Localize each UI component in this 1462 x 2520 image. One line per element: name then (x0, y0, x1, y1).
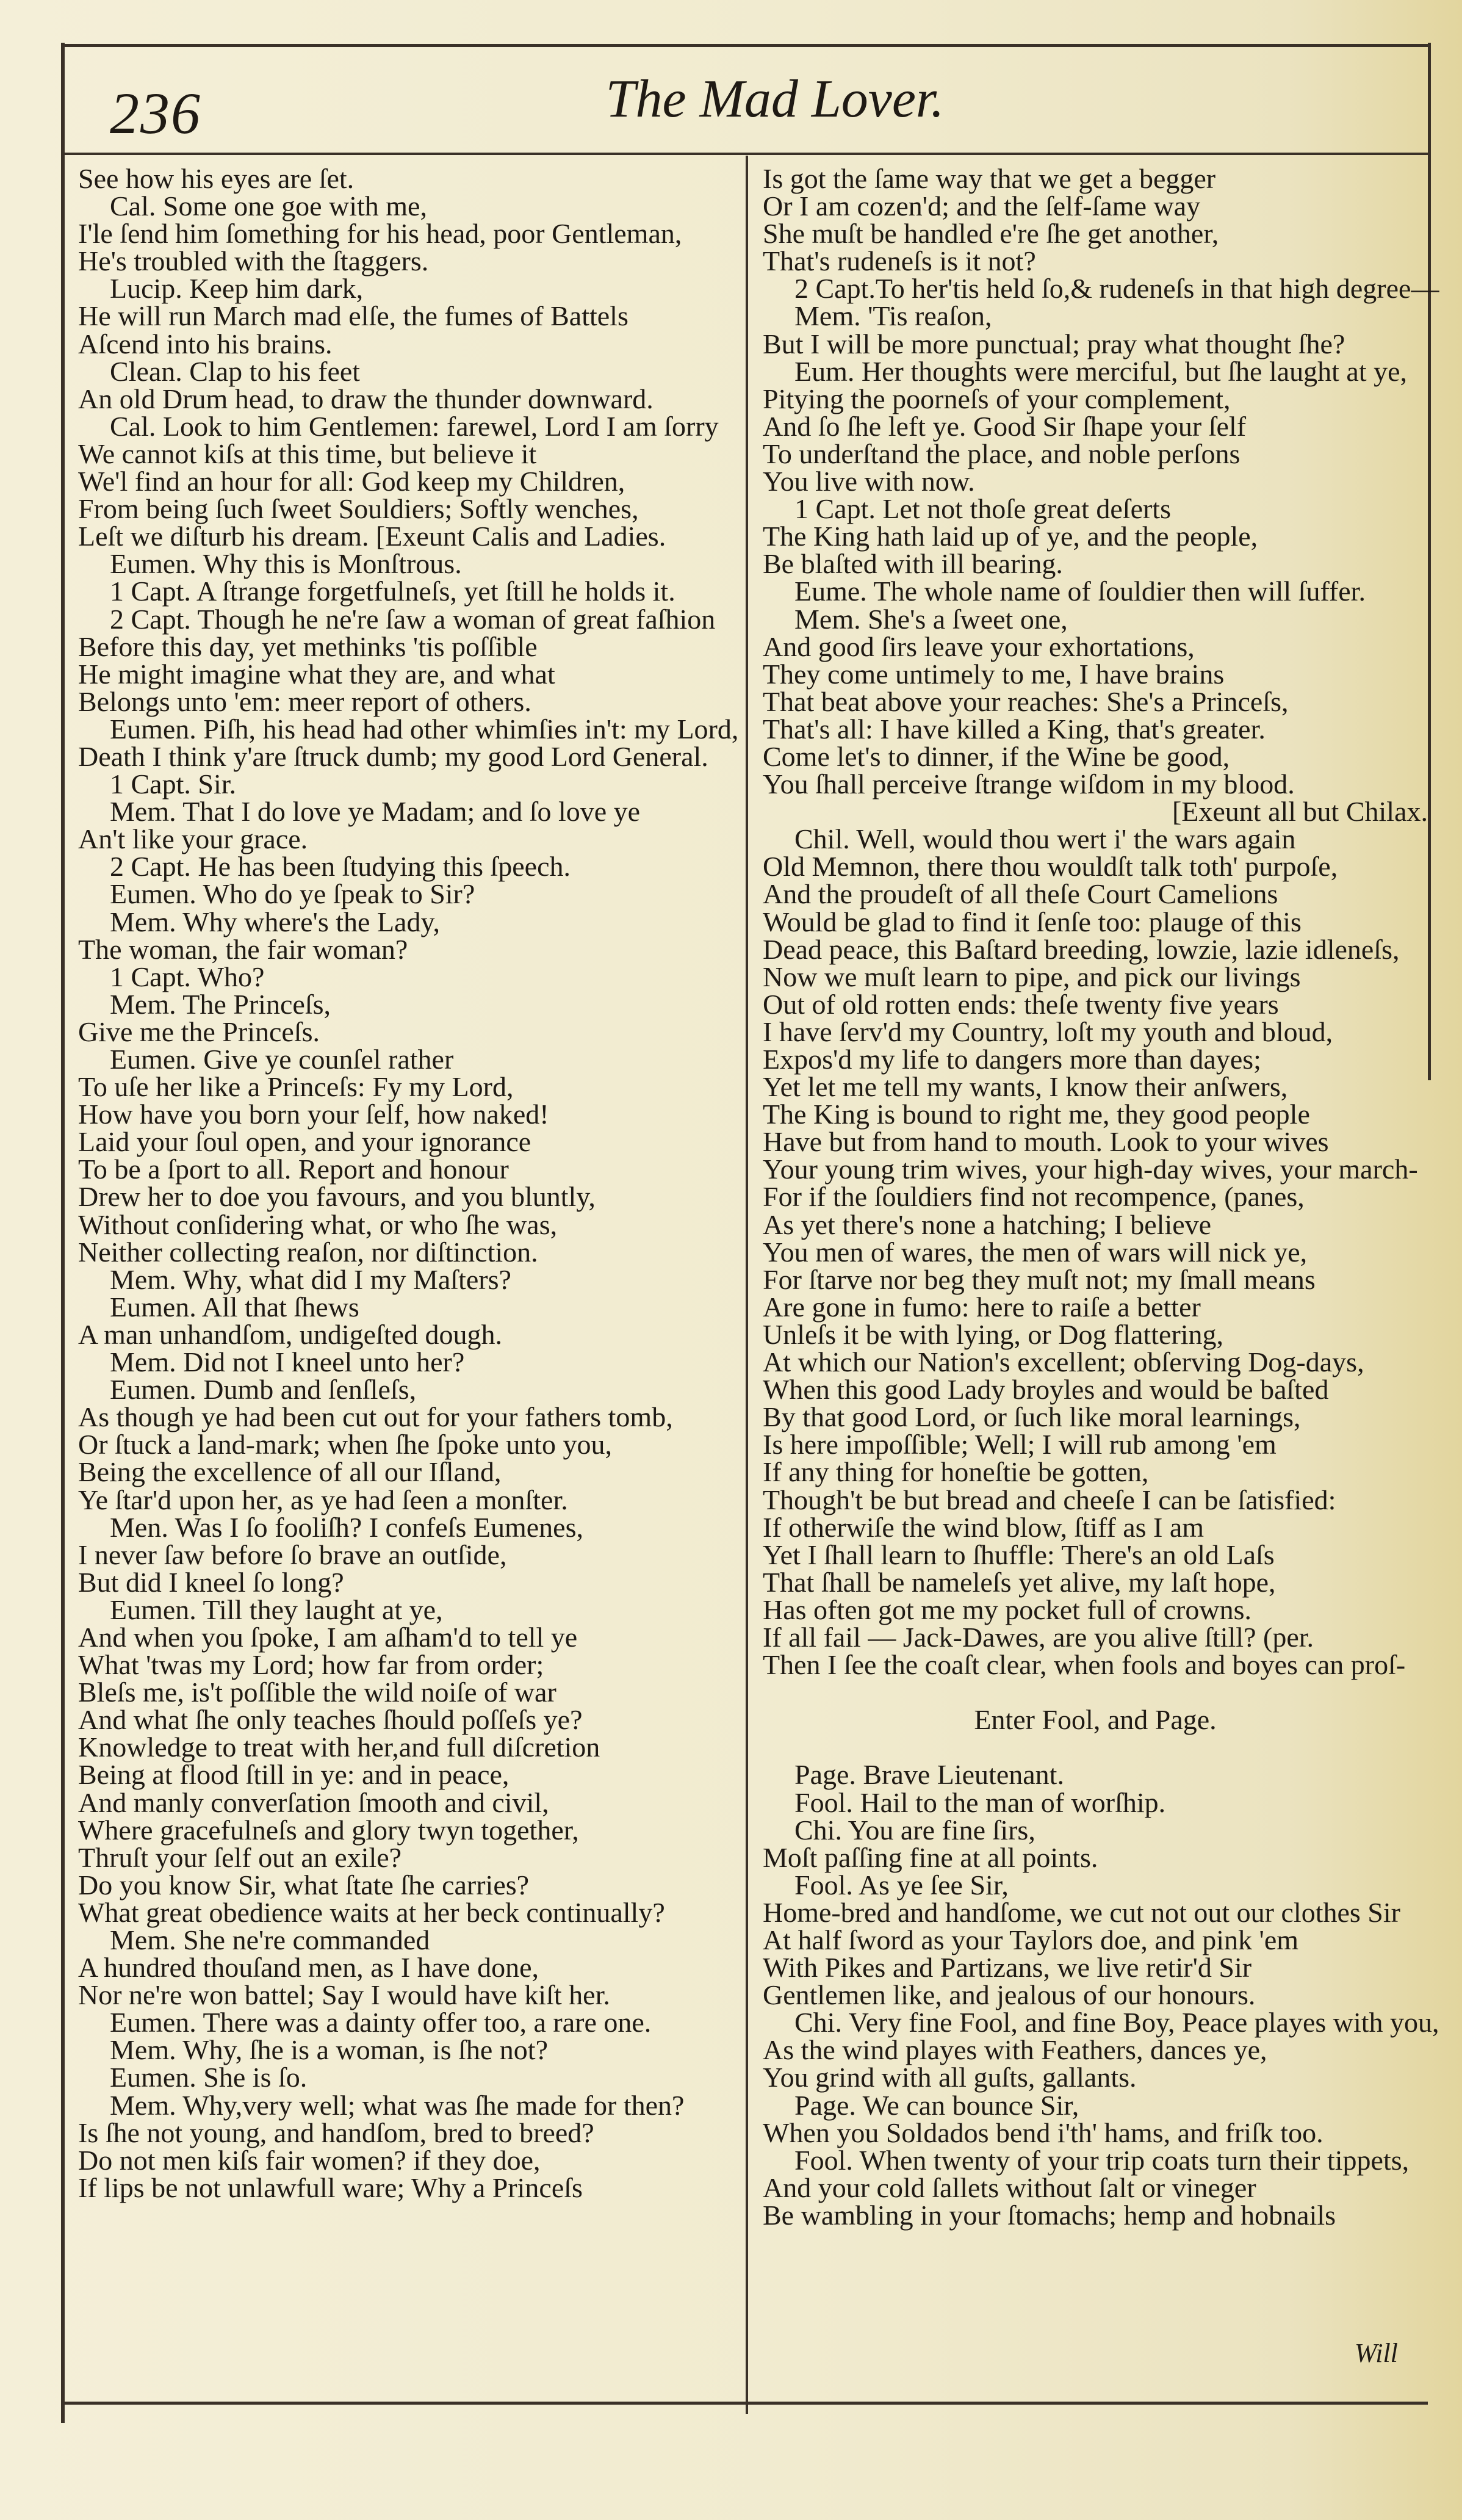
text-line: At which our Nation's excellent; obſerving Dog-days, (763, 1346, 1364, 1378)
text-line: Moſt paſſing fine at all points. (763, 1841, 1098, 1873)
text-line: They come untimely to me, I have brains (763, 658, 1225, 690)
header-top-rule (61, 44, 1428, 47)
text-line: Mem. Why, ſhe is a woman, is ſhe not? (110, 2034, 548, 2066)
text-line: Would be glad to find it ſenſe too: plauge of this (763, 906, 1302, 937)
text-line: Nor ne're won battel; Say I would have kiſt her. (78, 1979, 610, 2011)
text-line: 2 Capt.To her'tis held ſo,& rudeneſs in that high degree— (794, 273, 1439, 305)
text-line: For if the ſouldiers find not recompence, (panes, (763, 1181, 1305, 1213)
text-line: Eumen. Who do ye ſpeak to Sir? (110, 878, 475, 910)
text-line: He might imagine what they are, and what (78, 658, 555, 690)
text-line: He will run March mad elſe, the fumes of Battels (78, 300, 628, 332)
text-line: If any thing for honeſtie be gotten, (763, 1456, 1149, 1488)
text-line: Have but from hand to mouth. Look to your wives (763, 1126, 1329, 1158)
text-line: As yet there's none a hatching; I believe (763, 1208, 1212, 1240)
text-line: Is here impoſſible; Well; I will rub among 'em (763, 1429, 1277, 1460)
text-line: The woman, the fair woman? (78, 933, 408, 965)
text-line: As though ye had been cut out for your fathers tomb, (78, 1401, 673, 1433)
text-line: As the wind playes with Feathers, dances ye, (763, 2034, 1267, 2066)
text-line: Ye ſtar'd upon her, as ye had ſeen a monſter. (78, 1484, 568, 1515)
text-line: And the proudeſt of all theſe Court Camelions (763, 878, 1278, 910)
text-line: I'le ſend him ſomething for his head, poor Gentleman, (78, 218, 682, 250)
text-line: Dead peace, this Baſtard breeding, lowzie, lazie idleneſs, (763, 933, 1400, 965)
text-line: Eume. The whole name of ſouldier then will ſuffer. (794, 576, 1366, 607)
text-line: He's troubled with the ſtaggers. (78, 245, 429, 277)
text-line: Bleſs me, is't poſſible the wild noiſe of war (78, 1677, 556, 1708)
text-line: Are gone in fumo: here to raiſe a better (763, 1291, 1201, 1323)
text-line: Mem. Why where's the Lady, (110, 906, 440, 937)
text-line: Do you know Sir, what ſtate ſhe carries? (78, 1869, 530, 1901)
text-line: If lips be not unlawfull ware; Why a Princeſs (78, 2172, 583, 2203)
text-line: And manly converſation ſmooth and civil, (78, 1786, 549, 1818)
text-line: And good ſirs leave your exhortations, (763, 630, 1195, 662)
text-line: Mem. She's a ſweet one, (794, 603, 1068, 635)
text-line: She muſt be handled e're ſhe get another, (763, 218, 1219, 250)
text-line: Mem. She ne're commanded (110, 1924, 430, 1955)
text-line: From being ſuch ſweet Souldiers; Softly wenches, (78, 493, 639, 525)
text-line: Being the excellence of all our Iſland, (78, 1456, 502, 1488)
text-line: For ſtarve nor beg they muſt not; my ſmall means (763, 1263, 1316, 1295)
text-line: You live with now. (763, 466, 975, 497)
text-line: That ſhall be nameleſs yet alive, my laſt hope, (763, 1566, 1276, 1598)
text-line: Eumen. Dumb and ſenſleſs, (110, 1374, 417, 1406)
text-line: 2 Capt. He has been ſtudying this ſpeech. (110, 851, 571, 883)
text-line: Mem. 'Tis reaſon, (794, 300, 992, 332)
text-line: Mem. The Princeſs, (110, 988, 331, 1020)
text-line: Belongs unto 'em: meer report of others. (78, 685, 531, 717)
text-line: Your young trim wives, your high-day wives, your march- (763, 1153, 1418, 1185)
text-line: Lucip. Keep him dark, (110, 273, 364, 305)
text-line: And when you ſpoke, I am aſham'd to tell ye (78, 1621, 578, 1653)
text-line: I never ſaw before ſo brave an outſide, (78, 1539, 507, 1570)
text-line: [Exeunt all but Chilax. (1172, 796, 1428, 828)
text-line: Enter Fool, and Page. (974, 1704, 1217, 1736)
text-line: Eumen. Till they laught at ye, (110, 1594, 443, 1625)
text-line: And ſo ſhe left ye. Good Sir ſhape your ſelf (763, 410, 1247, 442)
text-line: Then I ſee the coaſt clear, when fools and boyes can proſ- (763, 1649, 1406, 1681)
text-line: When you Soldados bend i'th' hams, and friſk too. (763, 2117, 1323, 2148)
text-line: To be a ſport to all. Report and honour (78, 1153, 509, 1185)
text-line: That's rudeneſs is it not? (763, 245, 1036, 277)
text-line: Mem. Did not I kneel unto her? (110, 1346, 465, 1378)
text-line: Mem. Why, what did I my Maſters? (110, 1263, 511, 1295)
text-line: Has often got me my pocket full of crowns. (763, 1594, 1251, 1625)
text-line: That beat above your reaches: She's a Princeſs, (763, 685, 1289, 717)
text-line: 1 Capt. Who? (110, 961, 265, 992)
text-line: But I will be more punctual; pray what thought ſhe? (763, 328, 1345, 359)
text-line: 2 Capt. Though he ne're ſaw a woman of great faſhion (110, 603, 716, 635)
text-line: Fool. As ye ſee Sir, (794, 1869, 1009, 1901)
text-line: Yet I ſhall learn to ſhuffle: There's an old Laſs (763, 1539, 1275, 1570)
text-line: Be blaſted with ill bearing. (763, 548, 1063, 580)
text-line: Or I am cozen'd; and the ſelf-ſame way (763, 190, 1201, 222)
text-line: Cal. Look to him Gentlemen: farewel, Lord I am ſorry (110, 410, 719, 442)
text-line: Pitying the poorneſs of your complement, (763, 383, 1231, 414)
text-line: Page. Brave Lieutenant. (794, 1759, 1064, 1791)
text-line: A hundred thouſand men, as I have done, (78, 1952, 539, 1984)
text-line: Eumen. There was a dainty offer too, a rare one. (110, 2007, 652, 2038)
text-line: Eumen. Why this is Monſtrous. (110, 548, 462, 580)
text-line: A man unhandſom, undigeſted dough. (78, 1318, 503, 1350)
text-line: Now we muſt learn to pipe, and pick our livings (763, 961, 1301, 992)
text-line: Where gracefulneſs and glory twyn together, (78, 1814, 579, 1846)
text-line: If all fail — Jack-Dawes, are you alive ſtill? (per. (763, 1621, 1314, 1653)
text-line: That's all: I have killed a King, that's greater. (763, 713, 1266, 745)
text-line: Without conſidering what, or who ſhe was, (78, 1208, 558, 1240)
text-line: You ſhall perceive ſtrange wiſdom in my blood. (763, 768, 1295, 800)
text-line: By that good Lord, or ſuch like moral learnings, (763, 1401, 1301, 1433)
text-line: What 'twas my Lord; how far from order; (78, 1649, 544, 1681)
left-border-rule (61, 43, 65, 2423)
header-bottom-rule (61, 153, 1428, 155)
text-line: I have ſerv'd my Country, loſt my youth and bloud, (763, 1016, 1333, 1047)
text-line: Laid your ſoul open, and your ignorance (78, 1126, 531, 1158)
text-line: You grind with all guſts, gallants. (763, 2062, 1137, 2093)
text-line: Clean. Clap to his feet (110, 355, 361, 387)
text-line: Page. We can bounce Sir, (794, 2089, 1079, 2121)
text-line: Fool. Hail to the man of worſhip. (794, 1786, 1166, 1818)
column-divider-rule (746, 156, 748, 2414)
text-line: 1 Capt. Let not thoſe great deſerts (794, 493, 1171, 525)
text-line: 1 Capt. A ſtrange forgetfulneſs, yet ſtill he holds it. (110, 576, 675, 607)
text-line: Eumen. All that ſhews (110, 1291, 359, 1323)
text-line (763, 1678, 1428, 1706)
text-line: Or ſtuck a land-mark; when ſhe ſpoke unto you, (78, 1429, 613, 1460)
text-line: And your cold ſallets without ſalt or vineger (763, 2172, 1256, 2203)
footer-rule (61, 2402, 1428, 2405)
text-line: Knowledge to treat with her,and full diſcretion (78, 1731, 600, 1763)
text-line: The King is bound to right me, they good people (763, 1099, 1310, 1130)
text-line: We'l find an hour for all: God keep my Children, (78, 466, 625, 497)
text-line: What great obedience waits at her beck continually? (78, 1896, 665, 1928)
text-line: Eum. Her thoughts were merciful, but ſhe laught at ye, (794, 355, 1408, 387)
text-line: Cal. Some one goe with me, (110, 190, 427, 222)
text-line: Chil. Well, would thou wert i' the wars again (794, 823, 1296, 855)
text-line: Is got the ſame way that we get a begger (763, 163, 1216, 194)
text-line: Neither collecting reaſon, nor diſtinction. (78, 1236, 538, 1268)
text-line: We cannot kiſs at this time, but believe it (78, 438, 537, 469)
text-line: But did I kneel ſo long? (78, 1566, 344, 1598)
text-line: And what ſhe only teaches ſhould poſſeſs ye? (78, 1704, 583, 1736)
text-line: Eumen. She is ſo. (110, 2062, 308, 2093)
text-line: Fool. When twenty of your trip coats turn their tippets, (794, 2144, 1410, 2176)
text-line: Be wambling in your ſtomachs; hemp and hobnails (763, 2199, 1336, 2231)
text-line: The King hath laid up of ye, and the people, (763, 521, 1258, 552)
text-line: Thruſt your ſelf out an exile? (78, 1841, 402, 1873)
text-line: Eumen. Piſh, his head had other whimſies in't: my Lord, (110, 713, 739, 745)
text-line: Is ſhe not young, and handſom, bred to breed? (78, 2117, 594, 2148)
text-line: Expos'd my life to dangers more than dayes; (763, 1044, 1261, 1075)
text-line: To uſe her like a Princeſs: Fy my Lord, (78, 1071, 514, 1103)
text-line: Before this day, yet methinks 'tis poſſible (78, 630, 538, 662)
text-line: Give me the Princeſs. (78, 1016, 320, 1047)
right-border-rule (1428, 43, 1431, 1080)
text-line: Being at flood ſtill in ye: and in peace, (78, 1759, 510, 1791)
text-line: Yet let me tell my wants, I know their anſwers, (763, 1071, 1288, 1103)
text-line: Mem. That I do love ye Madam; and ſo love ye (110, 796, 641, 828)
text-line: Old Memnon, there thou wouldſt talk toth' purpoſe, (763, 851, 1338, 883)
text-line (763, 1733, 1428, 1761)
text-line: Come let's to dinner, if the Wine be good, (763, 740, 1230, 772)
text-line: An't like your grace. (78, 823, 308, 855)
text-line: How have you born your ſelf, how naked! (78, 1099, 549, 1130)
text-line: Chi. You are fine ſirs, (794, 1814, 1035, 1846)
text-line: To underſtand the place, and noble perſons (763, 438, 1241, 469)
text-line: At half ſword as your Taylors doe, and pink 'em (763, 1924, 1299, 1955)
text-line: An old Drum head, to draw the thunder downward. (78, 383, 654, 414)
text-line: When this good Lady broyles and would be baſted (763, 1374, 1329, 1406)
left-text-column (78, 165, 737, 2201)
text-line: If otherwiſe the wind blow, ſtiff as I am (763, 1511, 1205, 1543)
text-line: Leſt we diſturb his dream. [Exeunt Calis and Ladies. (78, 521, 666, 552)
text-line: Drew her to doe you favours, and you bluntly, (78, 1181, 596, 1213)
text-line: Aſcend into his brains. (78, 328, 333, 359)
text-line: Death I think y'are ſtruck dumb; my good Lord General. (78, 740, 708, 772)
running-title: The Mad Lover. (605, 70, 945, 129)
text-line: You men of wares, the men of wars will nick ye, (763, 1236, 1308, 1268)
text-line: Men. Was I ſo fooliſh? I confeſs Eumenes, (110, 1511, 583, 1543)
text-line: Eumen. Give ye counſel rather (110, 1044, 454, 1075)
text-line: Though't be but bread and cheeſe I can be ſatisfied: (763, 1484, 1336, 1515)
text-line: With Pikes and Partizans, we live retir'd Sir (763, 1952, 1252, 1984)
text-line: Out of old rotten ends: theſe twenty five years (763, 988, 1279, 1020)
text-line: Do not men kiſs fair women? if they doe, (78, 2144, 541, 2176)
catchword: Will (1355, 2338, 1398, 2368)
text-line: See how his eyes are ſet. (78, 163, 355, 194)
text-line: Unleſs it be with lying, or Dog flattering, (763, 1318, 1224, 1350)
text-line: Chi. Very fine Fool, and fine Boy, Peace playes with you, (794, 2007, 1439, 2038)
text-line: Home-bred and handſome, we cut not out our clothes Sir (763, 1896, 1400, 1928)
text-line: Mem. Why,very well; what was ſhe made for then? (110, 2089, 685, 2121)
text-line: 1 Capt. Sir. (110, 768, 237, 800)
right-text-column (763, 163, 1439, 2231)
text-line: Gentlemen like, and jealous of our honours. (763, 1979, 1256, 2011)
page-number: 236 (110, 81, 201, 146)
